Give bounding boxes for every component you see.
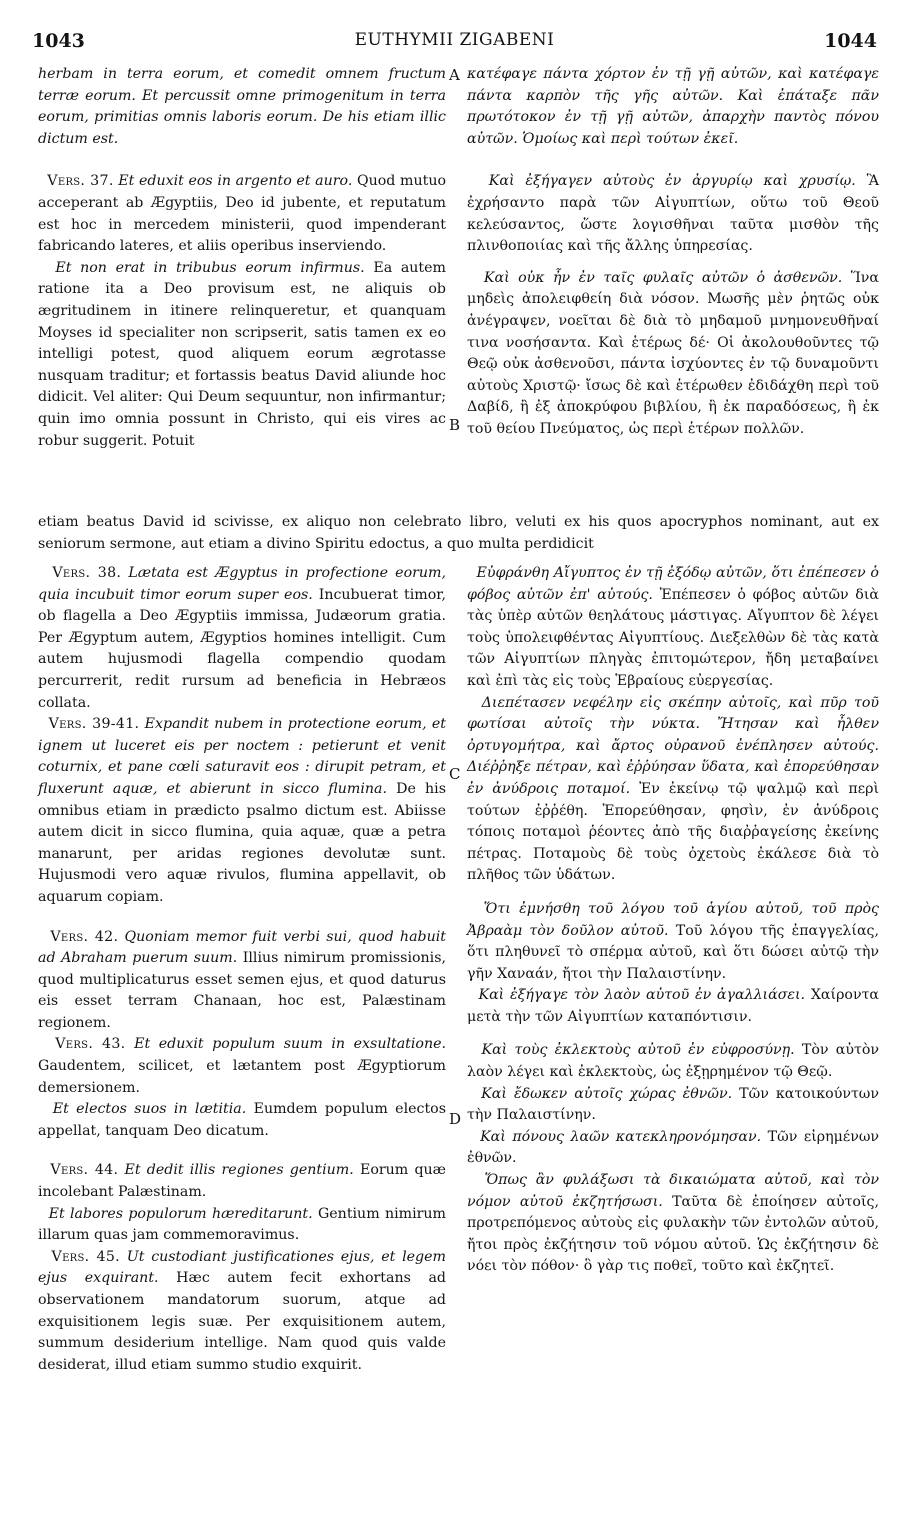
verse-number: Vers. 43.	[55, 1036, 126, 1053]
greek-paragraph	[467, 1127, 879, 1170]
verse-number: Vers. 38.	[52, 565, 122, 581]
greek-paragraph	[467, 985, 879, 1028]
greek-paragraph	[467, 268, 879, 441]
latin-column-bottom	[38, 563, 446, 1376]
greek-text: Ἐν ἐκείνῳ τῷ ψαλμῷ καὶ περὶ τούτων ἐῤῥέθη. Ἐπορεύθησαν, φησὶν, ἐν ἀνύδροις τόποις ποταμοὶ ῥέοντες ἀπὸ τῆς διαῤῥαγείσης ἐκείνης πέτρας. Ποταμοὺς δὲ τοὺς ὀχετοὺς ἐκάλεσε διὰ τὸ πλῆθος τῶν ὑδάτων.	[467, 780, 880, 884]
greek-text: Ἃ ἐχρήσαντο παρὰ τῶν Αἰγυπτίων, οὕτω τοῦ Θεοῦ κελεύσαντος, ὥστε λογισθῆναι ταῦτα μισθὸν τῆς πλινθοποιίας καὶ τῆς ἄλλης ὑπηρεσίας.	[467, 173, 879, 255]
latin-text: Gentium nimirum illarum quas jam commemoravimus.	[38, 1205, 446, 1244]
latin-paragraph	[38, 171, 446, 257]
full-width-line	[38, 512, 879, 555]
verse-lemma: Ὅτι ἐμνήσθη τοῦ λόγου τοῦ ἁγίου αὐτοῦ, τοῦ πρὸς Ἀβραὰμ τὸν δοῦλον αὐτοῦ.	[467, 900, 879, 939]
verse-lemma: Lætata est Ægyptus in profectione eorum, quia incubuit timor eorum super eos.	[38, 565, 446, 603]
verse-lemma: Et eduxit populum suum in exsultatione.	[134, 1036, 446, 1053]
greek-text: Τῶν κατοικούντων τὴν Παλαιστίνην.	[467, 1085, 879, 1124]
latin-text: Ea autem ratione ita a Deo provisum est, ne aliquis ob ægritudinem in itinere relinqueretur, et quanquam Moyses id specialiter non scripserit, satis tamen ex eo intelligi potest, quod aliquem eorum ægrotasse nusquam traditur; et fortassis beatus David aliunde hoc didicit. Vel aliter: Qui Deum sequuntur, non infirmantur; quin imo omnia possunt in Christo, qui eis vires ac robur suggerit. Potuit	[38, 259, 446, 449]
latin-column-top	[38, 64, 446, 452]
latin-text: Eumdem populum electos appellat, tanquam Deo dicatum.	[38, 1101, 446, 1139]
greek-paragraph	[467, 171, 879, 257]
verse-lemma: Ut custodiant justificationes ejus, et legem ejus exquirant.	[38, 1248, 446, 1287]
latin-text: etiam beatus David id scivisse, ex aliquo non celebrato libro, veluti ex his quos apocryphos nominant, aut ex seniorum sermone, aut etiam a divino Spiritu edoctus, a quo multa perdidicit	[38, 514, 879, 552]
verse-lemma: Καὶ οὐκ ἦν ἐν ταῖς φυλαῖς αὐτῶν ὁ ἀσθενῶν.	[483, 269, 843, 286]
greek-text: Χαίροντα μετὰ τὴν τῶν Αἰγυπτίων καταπόντισιν.	[467, 987, 880, 1025]
greek-column-bottom	[467, 563, 879, 1278]
greek-paragraph	[467, 1040, 879, 1083]
latin-text: herbam in terra eorum, et comedit omnem fructum terræ eorum. Et percussit omne primogenitum in terra eorum, primitias omnis laboris eorum. De his etiam illic dictum est.	[38, 66, 446, 147]
verse-lemma: Et non erat in tribubus eorum infirmus.	[55, 259, 365, 276]
latin-paragraph	[38, 1160, 446, 1203]
verse-lemma: Et labores populorum hæreditarunt.	[48, 1205, 313, 1222]
greek-paragraph	[467, 1084, 879, 1127]
latin-text: Incubuerat timor, ob flagella a Deo Ægyptiis immissa, Judæorum gratia. Per Ægyptum autem, Ægyptios homines intelligit. Cum autem hujusmodi flagella compendio quodam percurrerit, redit rursum ad beneficia in Hebræos collata.	[38, 586, 447, 711]
section-marker-b: B	[449, 416, 461, 434]
verse-lemma: Καὶ ἐξήγαγε τὸν λαὸν αὐτοῦ ἐν ἀγαλλιάσει.	[478, 987, 806, 1004]
verse-lemma: Quoniam memor fuit verbi sui, quod habuit ad Abraham puerum suum.	[38, 928, 446, 967]
verse-lemma: Διεπέτασεν νεφέλην εἰς σκέπην αὐτοῖς, καὶ πῦρ τοῦ φωτίσαι αὐτοῖς τὴν νύκτα. Ἤτησαν καὶ ἦλθεν ὀρτυγομήτρα, καὶ ἄρτος οὐρανοῦ ἐνέπλησεν αὐτούς. Διέῤῥηξε πέτραν, καὶ ἐῤῥύησαν ὕδατα, καὶ ἐπορεύθησαν ἐν ἀνύδροις ποταμοί.	[467, 694, 879, 797]
latin-paragraph	[38, 1204, 446, 1247]
verse-number: Vers. 45.	[51, 1248, 120, 1265]
page-number-right: 1044	[824, 30, 877, 52]
latin-paragraph	[38, 1034, 446, 1099]
latin-paragraph	[38, 258, 446, 452]
verse-lemma: Et dedit illis regiones gentium.	[124, 1162, 354, 1179]
greek-paragraph	[467, 1170, 879, 1278]
latin-text: Gaudentem, scilicet, et lætantem post Ægyptiorum demersionem.	[38, 1058, 446, 1096]
latin-paragraph	[38, 563, 446, 714]
latin-paragraph	[38, 714, 446, 908]
latin-text: Illius nimirum promissionis, quod multiplicaturus esset semen ejus, et quod daturus eis esset terram Chanaan, hoc est, Palæstinam regionem.	[38, 950, 446, 1031]
greek-text: Τῶν εἰρημένων ἐθνῶν.	[467, 1128, 880, 1167]
latin-text: Eorum quæ incolebant Palæstinam.	[38, 1162, 447, 1201]
greek-paragraph	[467, 899, 879, 985]
page-number-left: 1043	[32, 30, 85, 52]
verse-number: Vers. 42.	[50, 928, 119, 945]
verse-lemma: Expandit nubem in protectione eorum, et ignem ut luceret eis per noctem : petierunt et venit coturnix, et pane cœli saturavit eos : dirupit petram, et fluxerunt aquæ, et abierunt in sicco flumina.	[38, 716, 446, 797]
latin-paragraph	[38, 927, 446, 1035]
section-marker-d: D	[449, 1110, 462, 1128]
verse-number: Vers. 39-41.	[48, 716, 140, 733]
verse-lemma: Καὶ ἐξήγαγεν αὐτοὺς ἐν ἀργυρίῳ καὶ χρυσίῳ.	[488, 173, 856, 190]
verse-number: Vers. 44.	[50, 1162, 119, 1179]
greek-text: Ἵνα μηδεὶς ἀπολειφθείη διὰ νόσον. Μωσῆς μὲν ῥητῶς οὐκ ἀνέγραψεν, νοεῖται δὲ διὰ τὸ μηδαμοῦ μνημονευθῆναί τινα νοσήσαντα. Καὶ ἑτέρως δέ· Οἱ ἀκολουθοῦντες τῷ Θεῷ οὐκ ἀσθενοῦσι, πάντα ἰσχύοντες ἐν τῷ δυναμοῦντι αὐτοὺς Χριστῷ· ἴσως δὲ καὶ ἑτέρωθεν ἐδιδάχθη περὶ τοῦ Δαβίδ, ἢ ἐξ ἀποκρύφου βιβλίου, ἢ ἐκ παραδόσεως, ἢ ἐκ τοῦ θείου Πνεύματος, ὡς περὶ ἑτέρων πολλῶν.	[467, 269, 879, 437]
verse-lemma: Et electos suos in lætitia.	[52, 1101, 247, 1118]
latin-text: Hæc autem fecit exhortans ad observationem mandatorum suorum, atque ad exquisitionem legis suæ. Per exquisitionem autem, summum desiderium intellige. Nam quod quis valde desiderat, illud etiam summo studio exquirit.	[38, 1270, 446, 1373]
verse-lemma: Ὅπως ἂν φυλάξωσι τὰ δικαιώματα αὐτοῦ, καὶ τὸν νόμον αὐτοῦ ἐκζητήσωσι.	[467, 1172, 879, 1210]
greek-text: κατέφαγε πάντα χόρτον ἐν τῇ γῇ αὐτῶν, καὶ κατέφαγε πάντα καρπὸν τῆς γῆς αὐτῶν. Καὶ ἐπάταξε πᾶν πρωτότοκον ἐν τῇ γῇ αὐτῶν, ἀπαρχὴν παντὸς πόνου αὐτῶν. Ὁμοίως καὶ περὶ τούτων ἐκεῖ.	[467, 66, 879, 147]
section-marker-c: C	[449, 765, 461, 783]
latin-text: De his omnibus etiam in prædicto psalmo dictum est. Abiisse autem dicit in sicco flumina, quia aquæ, quæ a petra manarunt, per aridas regiones devolutæ sunt. Hujusmodi vero aquæ rivulos, flumina appellavit, ob aquarum copiam.	[38, 780, 446, 905]
verse-lemma: Et eduxit eos in argento et auro.	[118, 173, 353, 190]
verse-number: Vers. 37.	[47, 173, 114, 190]
latin-paragraph	[38, 1247, 446, 1377]
greek-text: Ἐπέπεσεν ὁ φόβος αὐτῶν διὰ τὰς ὑπὲρ αὐτῶν θεηλάτους μάστιγας. Αἴγυπτον δὲ λέγει τοὺς ὑπολειφθέντας Αἰγυπτίους. Διεξελθὼν δὲ τὰς κατὰ τῶν Αἰγυπτίων πληγὰς ἐπιτομώτερον, ἤδη μεταβαίνει καὶ ἐπὶ τὰς εἰς τοὺς Ἑβραίους εὐεργεσίας.	[467, 586, 879, 689]
greek-paragraph	[467, 693, 879, 887]
section-marker-a: A	[449, 66, 460, 84]
latin-paragraph	[38, 1099, 446, 1142]
greek-text: Ταῦτα δὲ ἐποίησεν αὐτοῖς, προτρεπόμενος αὐτοὺς εἰς φυλακὴν τῶν ἐντολῶν αὐτοῦ, ἤτοι πρὸς ἐκζήτησιν τοῦ νόμου αὐτοῦ. Ὡς ἐκζήτησιν δὲ νόει τὸν πόθον· ὃ γὰρ τις ποθεῖ, τοῦτο καὶ ἐκζητεῖ.	[467, 1193, 879, 1275]
verse-lemma: Εὐφράνθη Αἴγυπτος ἐν τῇ ἐξόδῳ αὐτῶν, ὅτι ἐπέπεσεν ὁ φόβος αὐτῶν ἐπ' αὐτούς.	[467, 565, 879, 603]
latin-text: Quod mutuo acceperant ab Ægyptiis, Deo id jubente, et reputatum est hoc in mercedem ministerii, quod impenderant fabricando lateres, et aliis operibus inserviendo.	[38, 173, 447, 255]
greek-paragraph	[467, 64, 879, 150]
verse-lemma: Καὶ ἔδωκεν αὐτοῖς χώρας ἐθνῶν.	[481, 1085, 733, 1102]
greek-column-top	[467, 64, 879, 441]
latin-paragraph	[38, 64, 446, 150]
greek-text: Τοῦ λόγου τῆς ἐπαγγελίας, ὅτι πληθυνεῖ τὸ σπέρμα αὐτοῦ, καὶ ὅτι δώσει αὐτῷ τὴν γῆν Χαναάν, ἤτοι τὴν Παλαιστίνην.	[467, 922, 880, 982]
running-title: EUTHYMII ZIGABENI	[354, 30, 555, 50]
page-header	[32, 30, 877, 56]
verse-lemma: Καὶ τοὺς ἐκλεκτοὺς αὐτοῦ ἐν εὐφροσύνῃ.	[481, 1042, 795, 1059]
verse-lemma: Καὶ πόνους λαῶν κατεκληρονόμησαν.	[480, 1128, 762, 1145]
greek-paragraph	[467, 563, 879, 693]
greek-text: Τὸν αὐτὸν λαὸν λέγει καὶ ἐκλεκτοὺς, ὡς ἐξῃρημένον τῷ Θεῷ.	[467, 1042, 879, 1081]
